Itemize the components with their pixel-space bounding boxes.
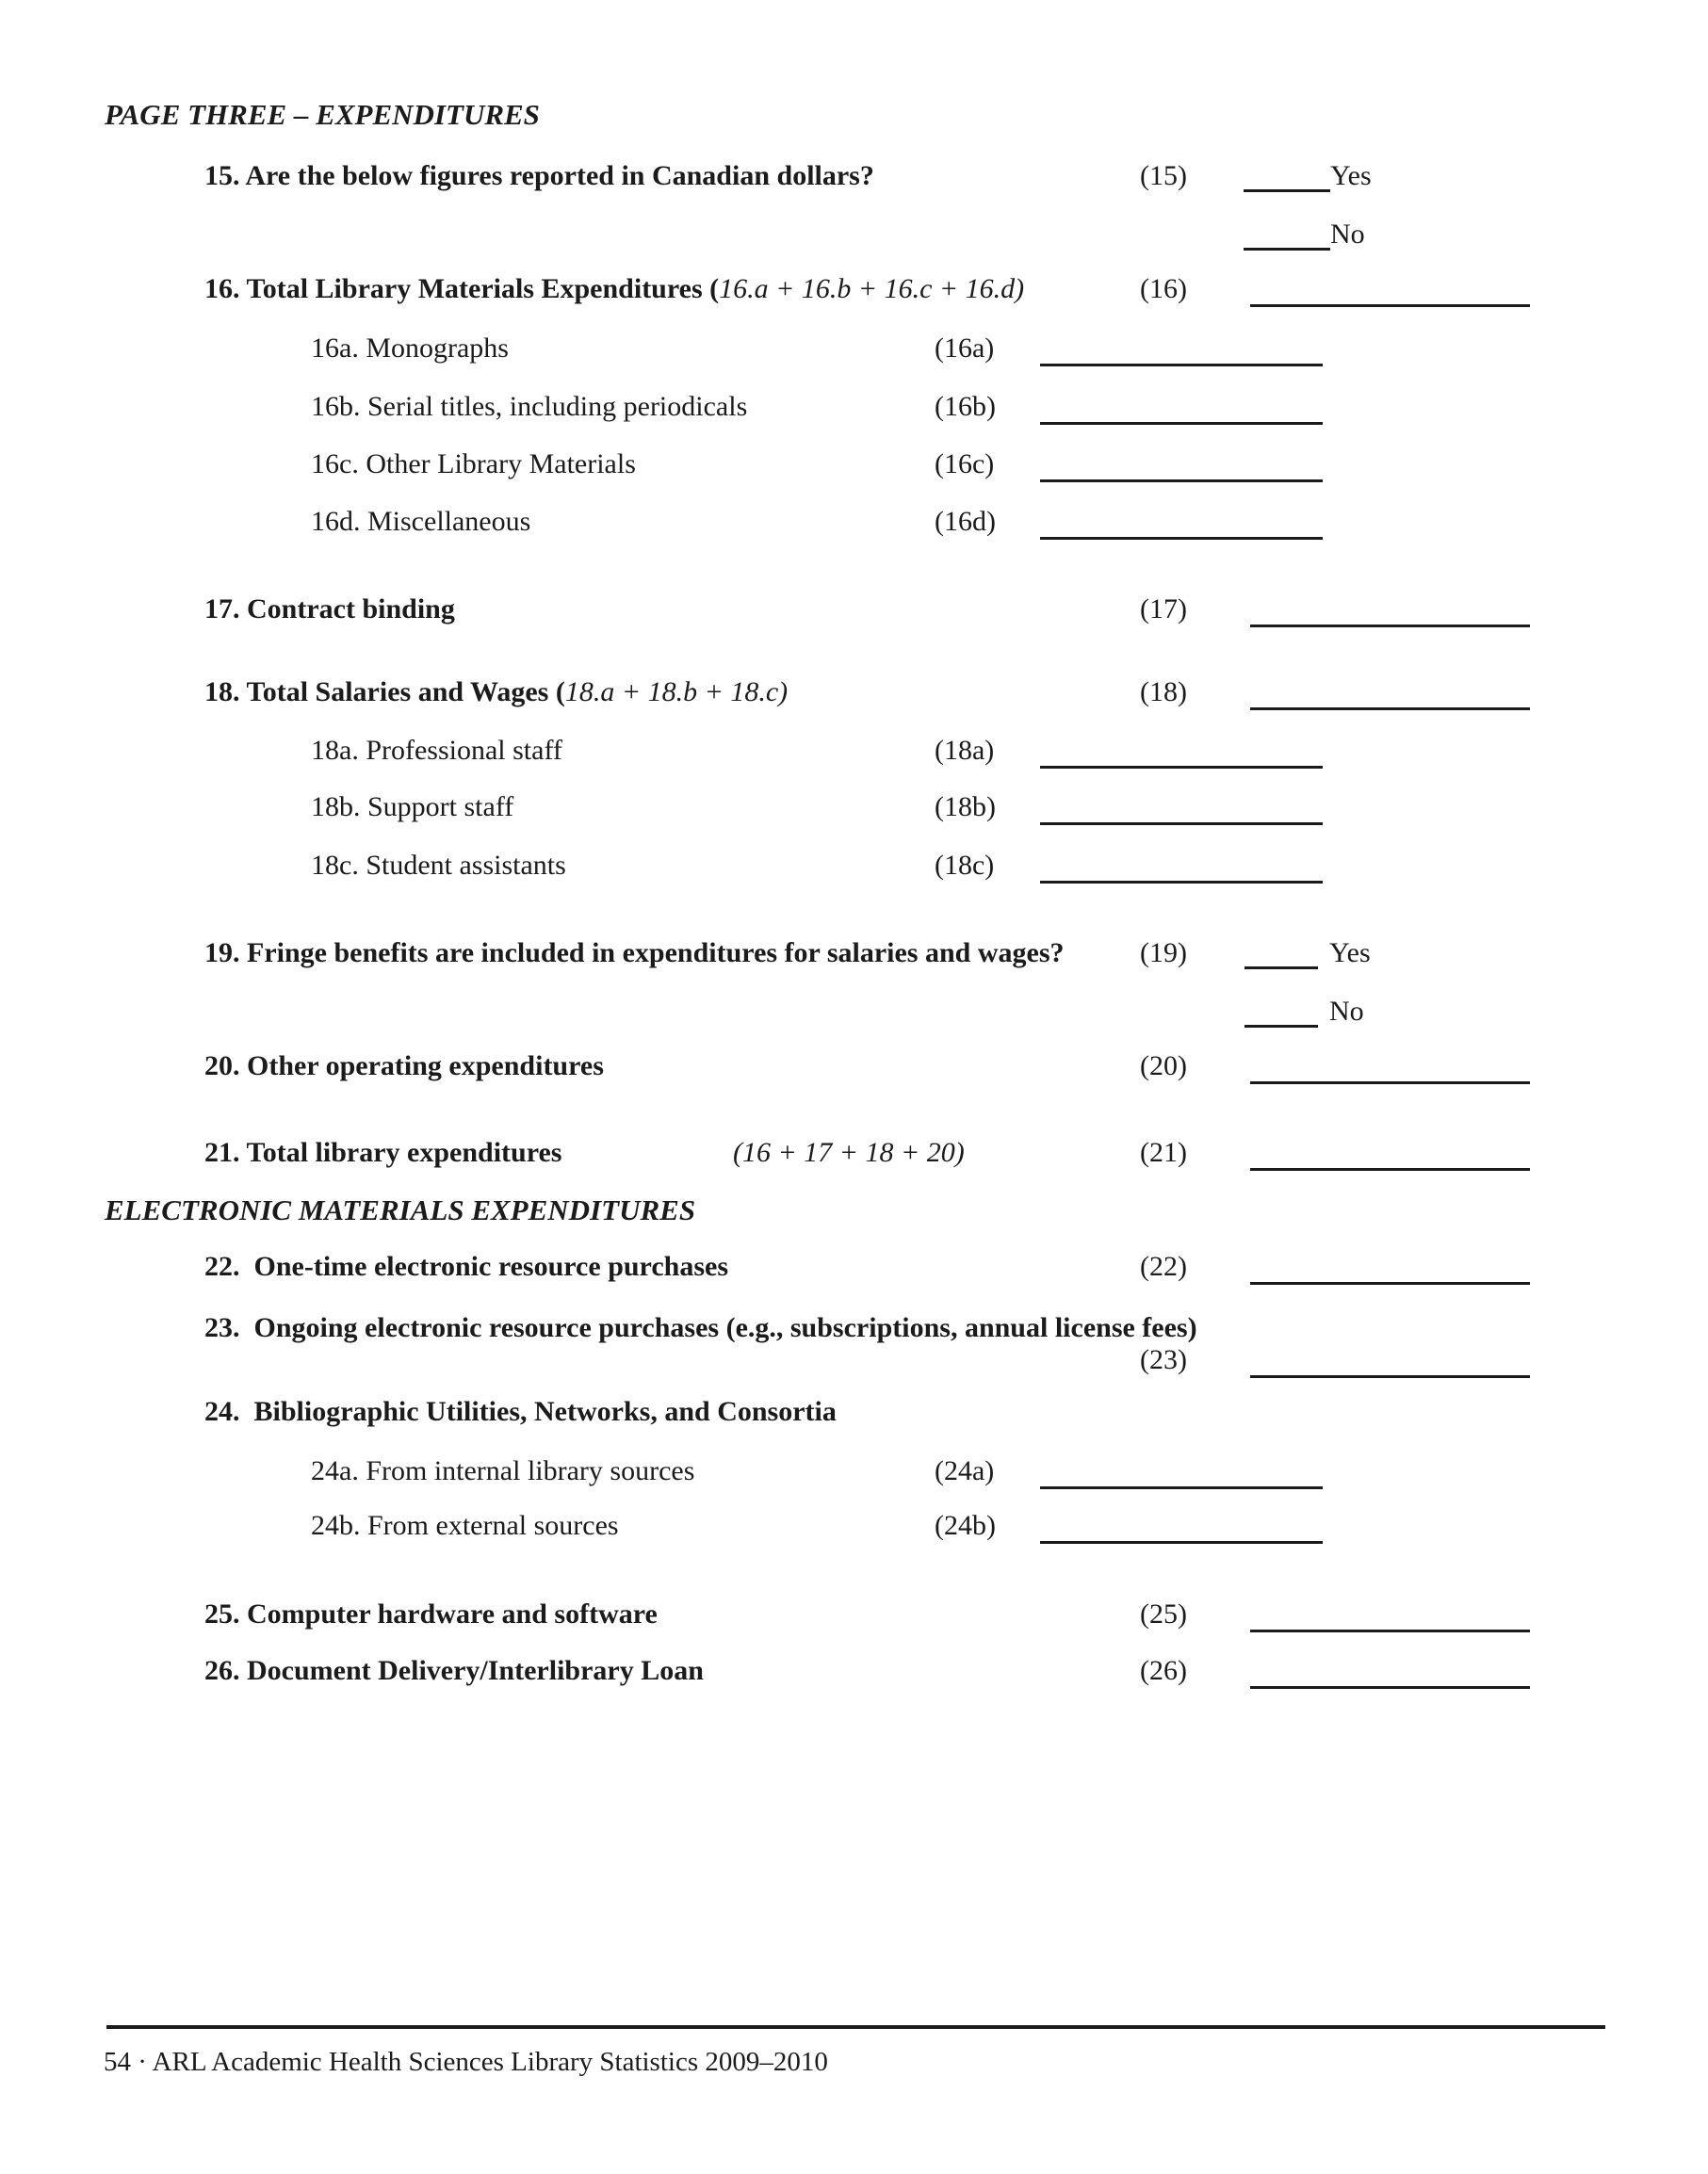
item-18-row bbox=[204, 675, 788, 709]
item-24-label: 24. Bibliographic Utilities, Networks, and Consortia bbox=[204, 1396, 837, 1427]
item-21-code: (21) bbox=[1140, 1137, 1187, 1168]
item-17-label: 17. Contract binding bbox=[204, 593, 455, 625]
item-25-answer-line bbox=[1250, 1630, 1530, 1632]
item-18c-label: 18c. Student assistants bbox=[311, 850, 566, 881]
item-15-yes-label: Yes bbox=[1330, 160, 1372, 191]
item-21-label: 21. Total library expenditures bbox=[204, 1137, 562, 1168]
item-19-code: (19) bbox=[1140, 937, 1187, 968]
item-16c-code: (16c) bbox=[935, 448, 995, 479]
item-20-answer-line bbox=[1250, 1081, 1530, 1084]
item-18b-label: 18b. Support staff bbox=[311, 791, 514, 822]
item-16-row bbox=[204, 272, 1024, 306]
page-title: PAGE THREE – EXPENDITURES bbox=[105, 98, 540, 131]
item-21-answer-line bbox=[1250, 1168, 1530, 1171]
item-17-code: (17) bbox=[1140, 593, 1187, 625]
footer-rule bbox=[106, 2025, 1605, 2029]
item-24a-answer-line bbox=[1040, 1486, 1323, 1489]
item-19-no-line bbox=[1244, 1025, 1318, 1028]
item-17-answer-line bbox=[1250, 625, 1530, 627]
footer-text: 54 · ARL Academic Health Sciences Library Statistics 2009–2010 bbox=[104, 2047, 828, 2077]
item-16c-answer-line bbox=[1040, 479, 1323, 482]
item-16-formula: 16.a + 16.b + 16.c + 16.d) bbox=[719, 273, 1025, 304]
item-15-no-label: No bbox=[1330, 219, 1365, 250]
item-24b-answer-line bbox=[1040, 1541, 1323, 1544]
item-20-label: 20. Other operating expenditures bbox=[204, 1050, 604, 1081]
item-22-label: 22. One-time electronic resource purchases bbox=[204, 1251, 728, 1282]
item-20-code: (20) bbox=[1140, 1050, 1187, 1081]
item-22-code: (22) bbox=[1140, 1251, 1187, 1282]
item-16-answer-line bbox=[1250, 304, 1530, 307]
item-18c-code: (18c) bbox=[935, 850, 995, 881]
item-18b-answer-line bbox=[1040, 822, 1323, 825]
item-26-code: (26) bbox=[1140, 1655, 1187, 1686]
item-23-label: 23. Ongoing electronic resource purchases (e.g., subscriptions, annual license fees) bbox=[204, 1312, 1197, 1343]
item-21-formula: (16 + 17 + 18 + 20) bbox=[733, 1137, 965, 1168]
item-18-formula: 18.a + 18.b + 18.c) bbox=[564, 676, 789, 707]
item-16c-label: 16c. Other Library Materials bbox=[311, 448, 636, 479]
item-19-yes-line bbox=[1244, 966, 1318, 969]
item-19-yes-label: Yes bbox=[1329, 937, 1371, 968]
item-16b-answer-line bbox=[1040, 422, 1323, 425]
item-16d-label: 16d. Miscellaneous bbox=[311, 506, 531, 537]
item-24b-label: 24b. From external sources bbox=[311, 1510, 619, 1541]
item-15-code: (15) bbox=[1140, 160, 1187, 191]
item-18-answer-line bbox=[1250, 707, 1530, 710]
item-19-label: 19. Fringe benefits are included in expenditures for salaries and wages? bbox=[204, 937, 1065, 968]
item-16b-code: (16b) bbox=[935, 391, 996, 422]
electronic-section-title: ELECTRONIC MATERIALS EXPENDITURES bbox=[105, 1193, 696, 1226]
item-23-code: (23) bbox=[1140, 1344, 1187, 1375]
item-22-answer-line bbox=[1250, 1282, 1530, 1285]
item-18c-answer-line bbox=[1040, 881, 1323, 884]
item-26-answer-line bbox=[1250, 1686, 1530, 1689]
item-19-no-label: No bbox=[1329, 996, 1364, 1027]
item-24a-label: 24a. From internal library sources bbox=[311, 1455, 695, 1486]
item-16b-label: 16b. Serial titles, including periodicals bbox=[311, 391, 748, 422]
item-15-label: 15. Are the below figures reported in Canadian dollars? bbox=[204, 160, 874, 191]
item-19-no-row bbox=[1244, 995, 1364, 1029]
item-24a-code: (24a) bbox=[935, 1455, 995, 1486]
item-18-code: (18) bbox=[1140, 676, 1187, 707]
item-18a-label: 18a. Professional staff bbox=[311, 735, 562, 766]
item-15-no-row bbox=[1244, 218, 1365, 251]
item-18-label: 18. Total Salaries and Wages ( bbox=[204, 676, 565, 707]
item-26-label: 26. Document Delivery/Interlibrary Loan bbox=[204, 1655, 704, 1686]
item-16a-label: 16a. Monographs bbox=[311, 333, 509, 364]
item-18a-answer-line bbox=[1040, 766, 1323, 769]
item-19-yes-row bbox=[1244, 936, 1371, 970]
item-16d-answer-line bbox=[1040, 537, 1323, 540]
item-25-label: 25. Computer hardware and software bbox=[204, 1598, 658, 1630]
item-16-code: (16) bbox=[1140, 273, 1187, 304]
item-16d-code: (16d) bbox=[935, 506, 996, 537]
item-15-yes-line bbox=[1244, 189, 1330, 192]
item-16-label: 16. Total Library Materials Expenditures ( bbox=[204, 273, 720, 304]
item-15-yes-row bbox=[1244, 159, 1372, 193]
item-16a-code: (16a) bbox=[935, 333, 995, 364]
item-16a-answer-line bbox=[1040, 364, 1323, 366]
item-15-no-line bbox=[1244, 248, 1330, 251]
item-23-answer-line bbox=[1250, 1375, 1530, 1378]
item-25-code: (25) bbox=[1140, 1598, 1187, 1630]
item-18b-code: (18b) bbox=[935, 791, 996, 822]
item-18a-code: (18a) bbox=[935, 735, 995, 766]
item-24b-code: (24b) bbox=[935, 1510, 996, 1541]
